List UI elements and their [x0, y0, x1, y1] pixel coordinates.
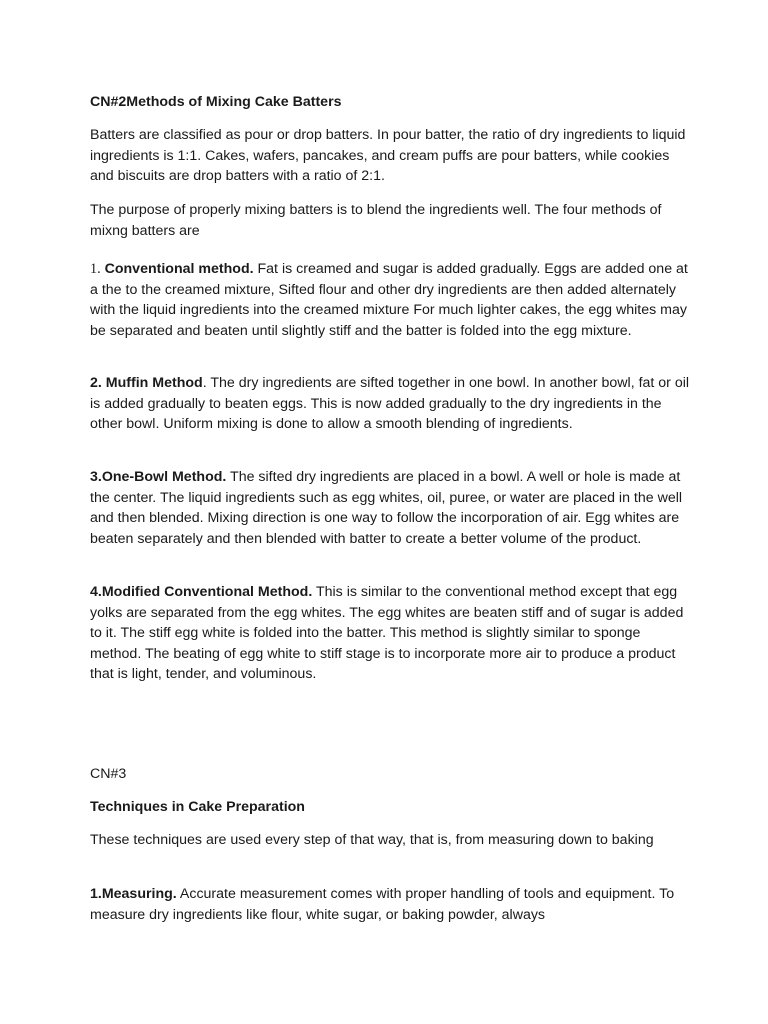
method-label: 2. Muffin Method: [90, 375, 203, 391]
method-text: . The dry ingredients are sifted together in one bowl. In another bowl, fat or oil is added gradually to beaten eggs. This is now added gradually to the dry ingredients in the other bowl. Uniform mixing is done to allow a smooth blending of ingredients.: [90, 375, 690, 432]
method-text: This is similar to the conventional method except that egg yolks are separated from the egg whites. The egg whites are beaten stiff and of sugar is added to it. The stiff egg white is folded into the batter. This method is slightly similar to sponge method. The beating of egg white to stiff stage is to incorporate more air to produce a product that is light, tender, and voluminous.: [90, 584, 684, 682]
technique-label: 1.Measuring.: [90, 886, 177, 902]
method-label: 4.Modified Conventional Method.: [90, 584, 313, 600]
method-conventional: [90, 259, 690, 341]
method-muffin: [90, 373, 690, 435]
method-one-bowl: [90, 467, 690, 549]
intro-paragraph-purpose: The purpose of properly mixing batters is to blend the ingredients well. The four methods of mixng batters are: [90, 202, 662, 239]
method-text: Fat is creamed and sugar is added gradually. Eggs are added one at a the to the creamed mixture, Sifted flour and other dry ingredients are then added alternately with the liquid ingredients into the creamed mixture For much lighter cakes, the egg whites may be separated and beaten until slightly stiff and the batter is folded into the egg mixture.: [90, 261, 688, 339]
section-title: Techniques in Cake Preparation: [90, 799, 305, 815]
section-code: CN#3: [90, 766, 127, 782]
section-intro: These techniques are used every step of that way, that is, from measuring down to baking: [90, 832, 654, 848]
method-label: 3.One-Bowl Method.: [90, 469, 227, 485]
intro-paragraph-batters: Batters are classified as pour or drop batters. In pour batter, the ratio of dry ingredients to liquid ingredients is 1:1. Cakes, wafers, pancakes, and cream puffs are pour batters, while cookies and biscuits are drop batters with a ratio of 2:1.: [90, 127, 686, 184]
method-modified-conventional: [90, 582, 690, 685]
method-label: Conventional method.: [104, 261, 254, 277]
technique-text: Accurate measurement comes with proper handling of tools and equipment. To measure dry ingredients like flour, white sugar, or baking powder, always: [90, 886, 675, 923]
method-text: The sifted dry ingredients are placed in a bowl. A well or hole is made at the center. The liquid ingredients such as egg whites, oil, puree, or water are placed in the well and then blended. Mixing direction is one way to follow the incorporation of air. Egg whites are beaten separately and then blended with batter to create a better volume of the product.: [90, 469, 683, 547]
method-number: 1.: [90, 261, 101, 277]
section-title: CN#2Methods of Mixing Cake Batters: [90, 94, 342, 110]
technique-measuring: [90, 884, 690, 925]
